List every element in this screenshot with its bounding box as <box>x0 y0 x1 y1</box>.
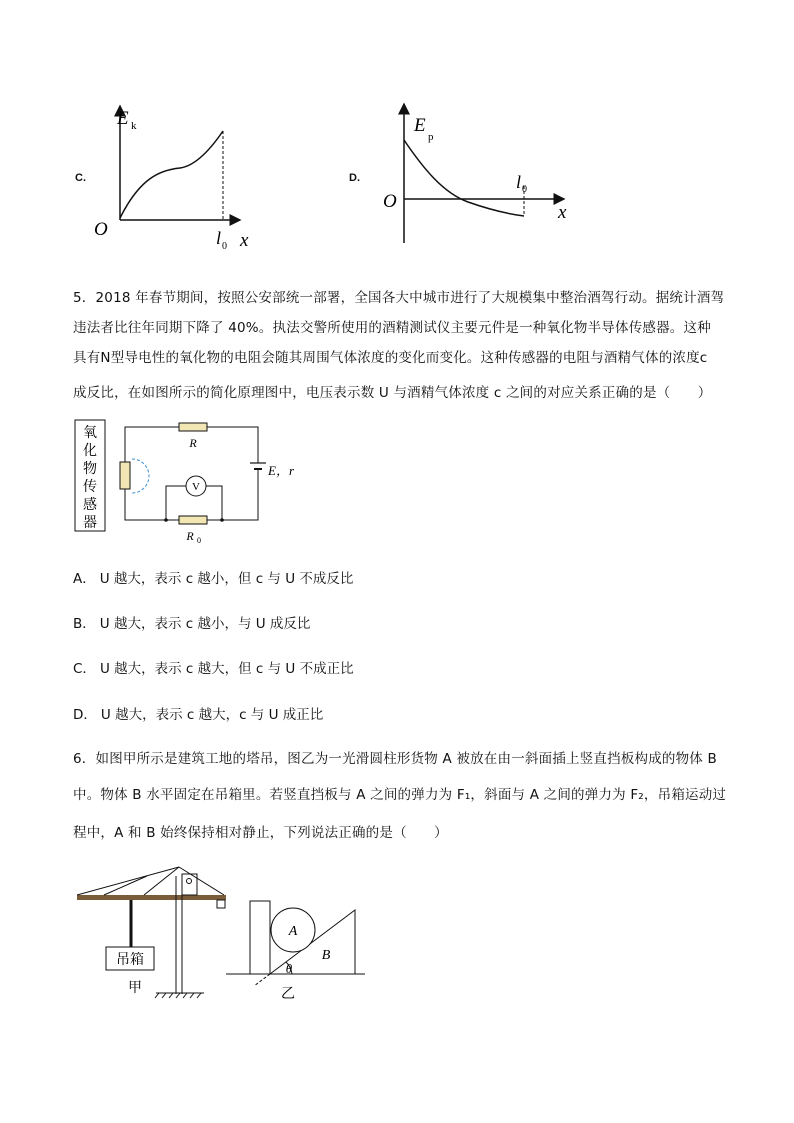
graph-d-ep-vs-x <box>378 98 578 248</box>
resistor-r0-sub: 0 <box>197 536 201 545</box>
sensor-char-1: 氧 <box>83 426 97 441</box>
q6-text-line-2: 中。物体 B 水平固定在吊箱里。若竖直挡板与 A 之间的弹力为 F₁，斜面与 A 之间的弹力为 F₂，吊箱运动过 <box>73 787 727 803</box>
crane-box-label: 吊箱 <box>116 952 144 968</box>
q5-option-a[interactable] <box>73 567 353 587</box>
graph-c-ek-vs-x <box>90 98 265 253</box>
q5-option-a-letter: A． <box>73 571 96 587</box>
graph-c-l0-sub: 0 <box>222 241 227 252</box>
battery-label: E，r <box>268 463 295 478</box>
q5-text-line-2: 违法者比往年同期下降了 40%。执法交警所使用的酒精测试仪主要元件是一种氧化物半导体传感器。这种 <box>73 320 711 336</box>
q6-figure-yi-block <box>222 890 372 1005</box>
sensor-dashed-circle <box>132 459 149 493</box>
graph-d-x-label: x <box>558 202 567 223</box>
resistor-r <box>179 423 207 431</box>
q5-option-b[interactable] <box>73 612 310 632</box>
q5-option-c-letter: C． <box>73 661 96 677</box>
circuit-wire-voltmeter <box>166 486 186 520</box>
q5-option-b-letter: B． <box>73 616 96 632</box>
q5-text-line-4: 成反比，在如图所示的简化原理图中，电压表示数 U 与酒精气体浓度 c 之间的对应关系正确的是（ ） <box>73 385 712 401</box>
q5-option-a-text: U 越大，表示 c 越小，但 c 与 U 不成反比 <box>99 571 354 587</box>
graph-d-origin: O <box>383 191 397 212</box>
q5-option-d[interactable] <box>73 703 323 723</box>
graph-c-y-sub: k <box>131 120 137 132</box>
q5-option-b-text: U 越大，表示 c 越小，与 U 成反比 <box>99 616 311 632</box>
sensor-char-5: 感 <box>83 498 97 513</box>
resistor-r0 <box>179 516 207 524</box>
resistor-r0-label: R <box>186 529 194 543</box>
q5-option-d-letter: D． <box>73 707 97 723</box>
q6-text-line-3: 程中，A 和 B 始终保持相对静止，下列说法正确的是（ ） <box>73 825 448 841</box>
q6-figure-jia-crane <box>74 864 234 1004</box>
figure-yi-caption: 乙 <box>281 986 295 1002</box>
label-b: B <box>321 948 331 963</box>
graph-d-curve <box>404 140 524 216</box>
option-c-label: C. <box>75 172 86 184</box>
sensor-resistor <box>120 462 130 489</box>
label-a: A <box>288 924 298 939</box>
q5-option-d-text: U 越大，表示 c 越大，c 与 U 成正比 <box>100 707 324 723</box>
graph-d-l0: l <box>516 172 522 192</box>
sensor-char-2: 化 <box>83 444 97 459</box>
q5-option-c-text: U 越大，表示 c 越大，但 c 与 U 不成正比 <box>99 661 354 677</box>
sensor-char-3: 物 <box>83 462 97 477</box>
graph-d-y-label: E <box>414 115 426 136</box>
graph-c-x-label: x <box>240 230 249 251</box>
sensor-char-6: 器 <box>83 516 97 531</box>
q5-option-c[interactable] <box>73 657 354 677</box>
q5-text-line-1: 5．2018 年春节期间，按照公安部统一部署，全国各大中城市进行了大规模集中整治酒驾行动。据统计酒驾 <box>73 290 725 306</box>
crane-jib <box>77 895 226 900</box>
graph-c-y-label: E <box>117 108 129 129</box>
graph-c-curve <box>120 131 223 218</box>
circuit-wire-voltmeter-right <box>206 486 222 520</box>
graph-d-y-sub: p <box>428 131 434 143</box>
figure-jia-caption: 甲 <box>128 980 142 996</box>
graph-c-l0: l <box>216 228 222 248</box>
vertical-plate <box>250 901 270 974</box>
q5-text-line-3: 具有N型导电性的氧化物的电阻会随其周围气体浓度的变化而变化。这种传感器的电阻与酒精气体的浓度c <box>73 350 708 366</box>
sensor-char-4: 传 <box>83 480 97 495</box>
voltmeter-label: V <box>192 481 200 493</box>
q5-circuit-diagram <box>74 417 314 547</box>
q6-text-line-1: 6．如图甲所示是建筑工地的塔吊，图乙为一光滑圆柱形货物 A 被放在由一斜面插上竖直挡板构成的物体 B <box>73 751 717 767</box>
option-d-label: D. <box>349 172 360 184</box>
graph-d-l0-sub: 0 <box>522 184 527 195</box>
graph-c-origin: O <box>94 219 108 240</box>
resistor-r-label: R <box>189 436 197 450</box>
label-theta: θ <box>285 961 293 976</box>
